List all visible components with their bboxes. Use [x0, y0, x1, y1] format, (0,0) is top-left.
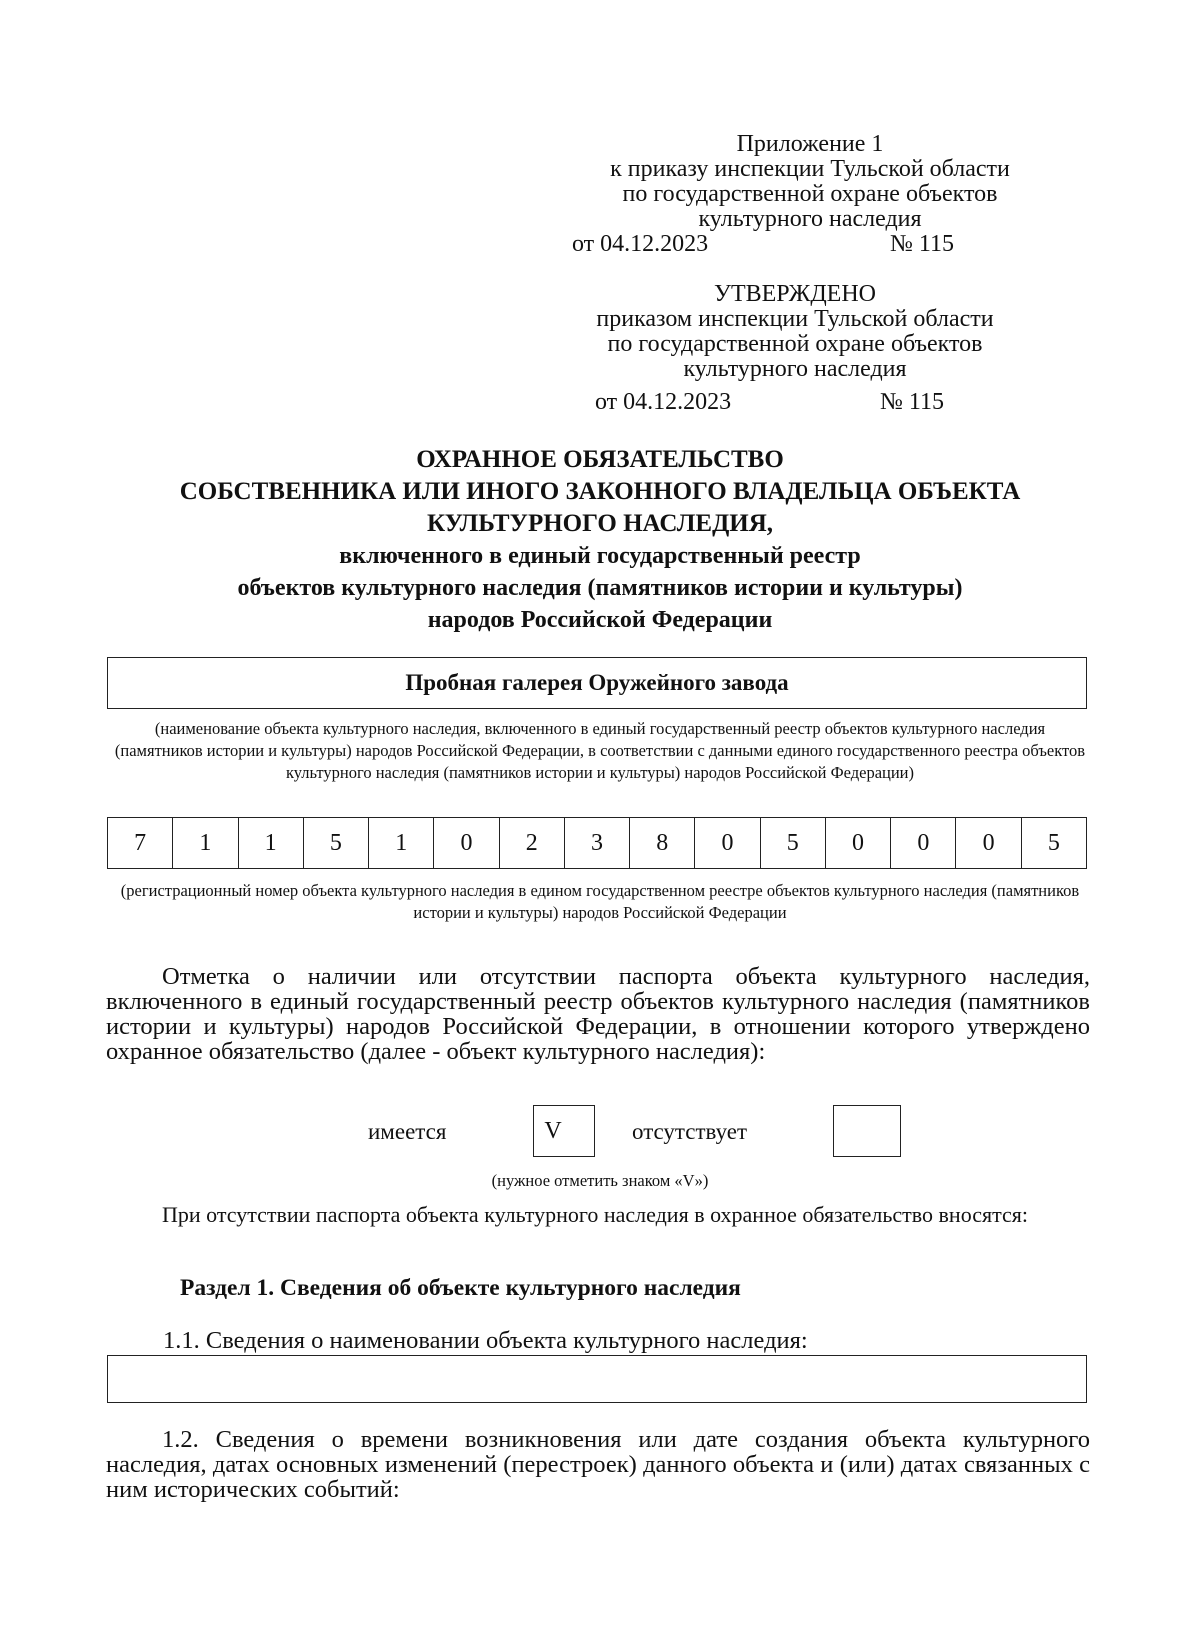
object-name-value: Пробная галерея Оружейного завода — [405, 670, 789, 695]
appendix-line2: к приказу инспекции Тульской области — [610, 156, 1010, 182]
title-line5: объектов культурного наследия (памятников истории и культуры) — [237, 575, 963, 601]
title-line1: ОХРАННОЕ ОБЯЗАТЕЛЬСТВО — [416, 446, 784, 473]
approved-date: от 04.12.2023 — [595, 389, 732, 415]
appendix-line1: Приложение 1 — [736, 131, 884, 157]
reg-digit-cell: 0 — [695, 818, 760, 868]
mark-hint: (нужное отметить знаком «V») — [491, 1171, 709, 1190]
reg-digit-cell: 0 — [434, 818, 499, 868]
passport-paragraph: Отметка о наличии или отсутствии паспорта объекта культурного наследия, включенного в единый государственный реестр объектов культурного наследия (памятников истории и культуры) народов Российской Федерации, в отношении которого утверждено охранное обязательство (далее - объект культурного наследия): — [106, 963, 1090, 1065]
title-line2: СОБСТВЕННИКА ИЛИ ИНОГО ЗАКОННОГО ВЛАДЕЛЬЦА ОБЪЕКТА — [179, 478, 1021, 505]
approved-block — [550, 282, 1040, 418]
title-line6: народов Российской Федерации — [427, 607, 773, 633]
reg-digit-cell: 1 — [239, 818, 304, 868]
reg-digit-cell: 7 — [108, 818, 173, 868]
object-name-field — [107, 657, 1087, 709]
reg-digit-cell: 1 — [369, 818, 434, 868]
passport-present-label: имеется — [368, 1119, 447, 1144]
item1-label: 1.1. Сведения о наименовании объекта культурного наследия: — [163, 1327, 808, 1354]
item1-name-field[interactable] — [107, 1355, 1087, 1403]
reg-digit-cell: 0 — [891, 818, 956, 868]
appendix-line3: по государственной охране объектов — [622, 181, 998, 207]
approved-line1: приказом инспекции Тульской области — [596, 306, 994, 332]
reg-digit-cell: 8 — [630, 818, 695, 868]
approved-dateline — [550, 390, 1040, 418]
registration-number-grid — [107, 817, 1087, 869]
appendix-number: № 115 — [890, 231, 955, 257]
passport-choice-row — [0, 1105, 1200, 1157]
approved-line3: культурного наследия — [683, 356, 907, 382]
section1-heading: Раздел 1. Сведения об объекте культурного наследия — [180, 1275, 741, 1301]
appendix-dateline — [560, 232, 1060, 260]
title-line4: включенного в единый государственный реестр — [339, 543, 861, 569]
check-mark-v: V — [544, 1117, 562, 1144]
reg-digit-cell: 0 — [826, 818, 891, 868]
passport-present-checkbox[interactable] — [533, 1105, 595, 1157]
approved-number: № 115 — [880, 389, 945, 415]
approved-heading: УТВЕРЖДЕНО — [713, 281, 877, 307]
appendix-date: от 04.12.2023 — [572, 231, 709, 257]
approved-line2: по государственной охране объектов — [607, 331, 983, 357]
reg-digit-cell: 0 — [956, 818, 1021, 868]
title-line3: КУЛЬТУРНОГО НАСЛЕДИЯ, — [426, 510, 774, 537]
passport-absent-paragraph: При отсутствии паспорта объекта культурного наследия в охранное обязательство вносятся: — [162, 1202, 1029, 1227]
reg-digit-cell: 5 — [761, 818, 826, 868]
registration-caption: (регистрационный номер объекта культурного наследия в едином государственном реестре объектов культурного наследия (памятников истории и культуры) народов Российской Федерации — [120, 881, 1080, 922]
passport-absent-label: отсутствует — [632, 1119, 748, 1144]
appendix-line4: культурного наследия — [698, 206, 922, 232]
document-title — [100, 444, 1100, 636]
appendix-block — [560, 132, 1060, 260]
reg-digit-cell: 5 — [304, 818, 369, 868]
object-name-caption: (наименование объекта культурного наследия, включенного в единый государственный реестр объектов культурного наследия (памятников истории и культуры) народов Российской Федерации, в соответствии с данными единого государственного реестра объектов культурного наследия (памятников истории и культуры) народов Российской Федерации) — [114, 719, 1086, 782]
reg-digit-cell: 3 — [565, 818, 630, 868]
reg-digit-cell: 1 — [173, 818, 238, 868]
passport-absent-checkbox[interactable] — [833, 1105, 901, 1157]
item2-paragraph: 1.2. Сведения о времени возникновения или дате создания объекта культурного наследия, датах основных изменений (перестроек) данного объекта и (или) датах связанных с ним исторических событий: — [106, 1426, 1090, 1503]
reg-digit-cell: 2 — [500, 818, 565, 868]
reg-digit-cell: 5 — [1047, 829, 1060, 856]
